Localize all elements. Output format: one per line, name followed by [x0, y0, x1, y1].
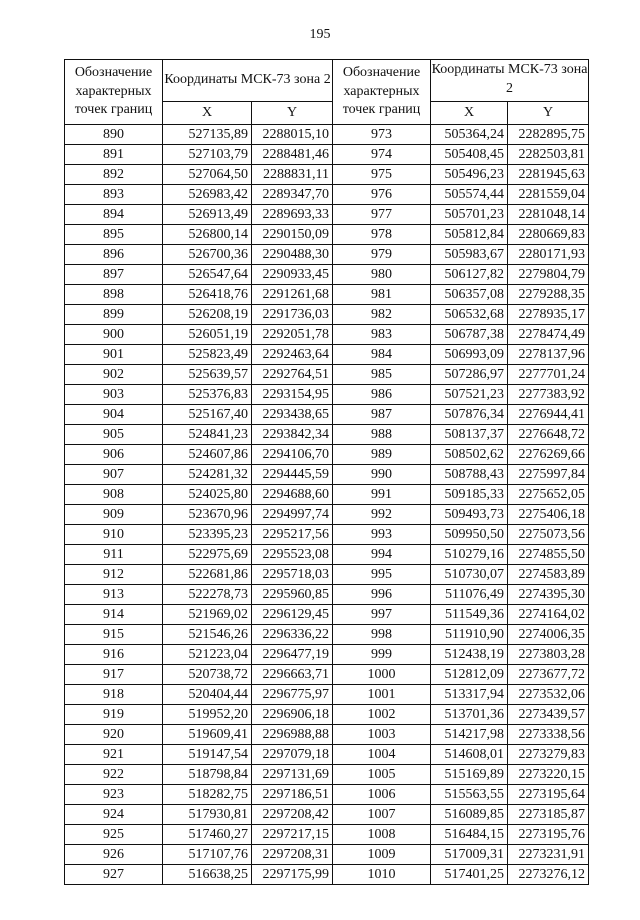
y-right-cell: 2275406,18 — [508, 505, 589, 525]
x-right-cell: 510730,07 — [431, 565, 508, 585]
x-left-cell: 526700,36 — [163, 245, 252, 265]
point-id-left-cell: 905 — [65, 425, 163, 445]
table-row — [65, 705, 589, 725]
point-id-left-cell: 899 — [65, 305, 163, 325]
point-id-left-cell: 900 — [65, 325, 163, 345]
y-left-cell: 2296129,45 — [252, 605, 333, 625]
y-left-cell: 2296775,97 — [252, 685, 333, 705]
point-id-right-cell: 981 — [333, 285, 431, 305]
point-id-right-cell: 999 — [333, 645, 431, 665]
point-id-right-cell: 983 — [333, 325, 431, 345]
point-id-right-cell: 986 — [333, 385, 431, 405]
point-id-left-cell: 924 — [65, 805, 163, 825]
point-id-left-cell: 892 — [65, 165, 163, 185]
x-right-cell: 505408,45 — [431, 145, 508, 165]
y-left-cell: 2296477,19 — [252, 645, 333, 665]
x-right-cell: 515169,89 — [431, 765, 508, 785]
coordinates-table — [64, 59, 589, 885]
point-id-left-cell: 909 — [65, 505, 163, 525]
x-right-cell: 508137,37 — [431, 425, 508, 445]
table-row — [65, 485, 589, 505]
y-left-cell: 2295960,85 — [252, 585, 333, 605]
point-id-right-cell: 982 — [333, 305, 431, 325]
x-right-cell: 506532,68 — [431, 305, 508, 325]
y-left-cell: 2288481,46 — [252, 145, 333, 165]
x-left-cell: 521223,04 — [163, 645, 252, 665]
x-left-cell: 525167,40 — [163, 405, 252, 425]
point-id-right-cell: 992 — [333, 505, 431, 525]
y-right-cell: 2276269,66 — [508, 445, 589, 465]
x-right-cell: 516484,15 — [431, 825, 508, 845]
x-left-cell: 525823,49 — [163, 345, 252, 365]
point-id-left-cell: 894 — [65, 205, 163, 225]
y-column-header-left: Y — [252, 101, 333, 124]
point-id-right-cell: 989 — [333, 445, 431, 465]
y-right-cell: 2273185,87 — [508, 805, 589, 825]
table-row — [65, 765, 589, 785]
x-right-cell: 506993,09 — [431, 345, 508, 365]
table-row — [65, 825, 589, 845]
point-id-right-cell: 996 — [333, 585, 431, 605]
x-right-cell: 507876,34 — [431, 405, 508, 425]
point-id-left-cell: 910 — [65, 525, 163, 545]
table-row — [65, 225, 589, 245]
x-right-cell: 510279,16 — [431, 545, 508, 565]
point-id-right-cell: 1005 — [333, 765, 431, 785]
x-right-cell: 511910,90 — [431, 625, 508, 645]
table-row — [65, 345, 589, 365]
x-right-cell: 505574,44 — [431, 185, 508, 205]
x-left-cell: 522975,69 — [163, 545, 252, 565]
y-left-cell: 2295523,08 — [252, 545, 333, 565]
y-left-cell: 2297208,31 — [252, 845, 333, 865]
point-id-left-cell: 914 — [65, 605, 163, 625]
point-id-left-cell: 912 — [65, 565, 163, 585]
table-row — [65, 185, 589, 205]
y-left-cell: 2288831,11 — [252, 165, 333, 185]
x-right-cell: 505496,23 — [431, 165, 508, 185]
point-id-right-cell: 1010 — [333, 865, 431, 885]
table-row — [65, 365, 589, 385]
point-id-left-cell: 925 — [65, 825, 163, 845]
x-left-cell: 523670,96 — [163, 505, 252, 525]
y-left-cell: 2294997,74 — [252, 505, 333, 525]
x-left-cell: 518282,75 — [163, 785, 252, 805]
point-id-left-cell: 926 — [65, 845, 163, 865]
y-right-cell: 2277383,92 — [508, 385, 589, 405]
y-right-cell: 2273279,83 — [508, 745, 589, 765]
x-left-cell: 522278,73 — [163, 585, 252, 605]
y-left-cell: 2292764,51 — [252, 365, 333, 385]
point-id-left-cell: 907 — [65, 465, 163, 485]
y-left-cell: 2290933,45 — [252, 265, 333, 285]
y-right-cell: 2280669,83 — [508, 225, 589, 245]
point-column-header-left: Обозначение характерных точек границ — [65, 60, 163, 125]
x-column-header-right: X — [431, 101, 508, 124]
table-row — [65, 465, 589, 485]
point-id-left-cell: 895 — [65, 225, 163, 245]
y-right-cell: 2273195,76 — [508, 825, 589, 845]
x-right-cell: 513317,94 — [431, 685, 508, 705]
x-right-cell: 505701,23 — [431, 205, 508, 225]
table-row — [65, 165, 589, 185]
x-left-cell: 523395,23 — [163, 525, 252, 545]
point-id-right-cell: 993 — [333, 525, 431, 545]
table-row — [65, 205, 589, 225]
point-id-right-cell: 1007 — [333, 805, 431, 825]
table-row — [65, 785, 589, 805]
y-left-cell: 2297079,18 — [252, 745, 333, 765]
table-row — [65, 525, 589, 545]
point-id-right-cell: 994 — [333, 545, 431, 565]
table-row — [65, 625, 589, 645]
y-left-cell: 2294688,60 — [252, 485, 333, 505]
y-left-cell: 2297208,42 — [252, 805, 333, 825]
y-left-cell: 2295718,03 — [252, 565, 333, 585]
x-left-cell: 527064,50 — [163, 165, 252, 185]
point-id-left-cell: 927 — [65, 865, 163, 885]
y-right-cell: 2274855,50 — [508, 545, 589, 565]
x-right-cell: 517009,31 — [431, 845, 508, 865]
x-left-cell: 524841,23 — [163, 425, 252, 445]
page-number: 195 — [309, 27, 331, 42]
point-id-right-cell: 975 — [333, 165, 431, 185]
y-right-cell: 2273220,15 — [508, 765, 589, 785]
table-row — [65, 565, 589, 585]
point-id-left-cell: 902 — [65, 365, 163, 385]
point-id-left-cell: 923 — [65, 785, 163, 805]
x-right-cell: 514608,01 — [431, 745, 508, 765]
x-right-cell: 507521,23 — [431, 385, 508, 405]
table-row — [65, 265, 589, 285]
y-right-cell: 2278474,49 — [508, 325, 589, 345]
point-id-right-cell: 1004 — [333, 745, 431, 765]
y-right-cell: 2274164,02 — [508, 605, 589, 625]
y-left-cell: 2297186,51 — [252, 785, 333, 805]
y-right-cell: 2280171,93 — [508, 245, 589, 265]
y-left-cell: 2297131,69 — [252, 765, 333, 785]
y-left-cell: 2296663,71 — [252, 665, 333, 685]
point-id-right-cell: 995 — [333, 565, 431, 585]
point-id-right-cell: 1006 — [333, 785, 431, 805]
x-right-cell: 512812,09 — [431, 665, 508, 685]
x-right-cell: 509185,33 — [431, 485, 508, 505]
point-id-left-cell: 922 — [65, 765, 163, 785]
y-left-cell: 2292463,64 — [252, 345, 333, 365]
x-right-cell: 516089,85 — [431, 805, 508, 825]
point-id-left-cell: 893 — [65, 185, 163, 205]
point-id-right-cell: 1001 — [333, 685, 431, 705]
x-right-cell: 506357,08 — [431, 285, 508, 305]
y-left-cell: 2294106,70 — [252, 445, 333, 465]
y-right-cell: 2275073,56 — [508, 525, 589, 545]
table-row — [65, 325, 589, 345]
x-right-cell: 509950,50 — [431, 525, 508, 545]
point-id-right-cell: 977 — [333, 205, 431, 225]
x-left-cell: 521969,02 — [163, 605, 252, 625]
point-id-right-cell: 1003 — [333, 725, 431, 745]
table-row — [65, 445, 589, 465]
y-right-cell: 2281945,63 — [508, 165, 589, 185]
point-id-right-cell: 980 — [333, 265, 431, 285]
x-left-cell: 517107,76 — [163, 845, 252, 865]
table-row — [65, 585, 589, 605]
y-right-cell: 2275997,84 — [508, 465, 589, 485]
point-id-right-cell: 973 — [333, 125, 431, 145]
x-left-cell: 526547,64 — [163, 265, 252, 285]
table-row — [65, 845, 589, 865]
point-id-right-cell: 990 — [333, 465, 431, 485]
y-left-cell: 2296906,18 — [252, 705, 333, 725]
y-right-cell: 2276648,72 — [508, 425, 589, 445]
table-row — [65, 665, 589, 685]
y-left-cell: 2289693,33 — [252, 205, 333, 225]
y-right-cell: 2273231,91 — [508, 845, 589, 865]
x-right-cell: 513701,36 — [431, 705, 508, 725]
y-right-cell: 2282895,75 — [508, 125, 589, 145]
x-left-cell: 524607,86 — [163, 445, 252, 465]
coords-group-header-left: Координаты МСК-73 зона 2 — [163, 60, 333, 102]
x-right-cell: 511549,36 — [431, 605, 508, 625]
y-right-cell: 2273276,12 — [508, 865, 589, 885]
y-left-cell: 2290488,30 — [252, 245, 333, 265]
point-id-left-cell: 919 — [65, 705, 163, 725]
table-row — [65, 285, 589, 305]
table-row — [65, 305, 589, 325]
y-left-cell: 2288015,10 — [252, 125, 333, 145]
y-left-cell: 2291736,03 — [252, 305, 333, 325]
x-left-cell: 516638,25 — [163, 865, 252, 885]
y-right-cell: 2281048,14 — [508, 205, 589, 225]
x-left-cell: 519952,20 — [163, 705, 252, 725]
point-id-left-cell: 916 — [65, 645, 163, 665]
x-right-cell: 517401,25 — [431, 865, 508, 885]
x-left-cell: 526983,42 — [163, 185, 252, 205]
y-right-cell: 2273338,56 — [508, 725, 589, 745]
y-left-cell: 2290150,09 — [252, 225, 333, 245]
x-column-header-left: X — [163, 101, 252, 124]
y-left-cell: 2296336,22 — [252, 625, 333, 645]
point-id-left-cell: 906 — [65, 445, 163, 465]
point-id-left-cell: 913 — [65, 585, 163, 605]
x-left-cell: 518798,84 — [163, 765, 252, 785]
y-left-cell: 2293154,95 — [252, 385, 333, 405]
point-id-right-cell: 991 — [333, 485, 431, 505]
table-row — [65, 245, 589, 265]
table-row — [65, 805, 589, 825]
x-right-cell: 511076,49 — [431, 585, 508, 605]
point-id-right-cell: 985 — [333, 365, 431, 385]
table-row — [65, 745, 589, 765]
x-left-cell: 522681,86 — [163, 565, 252, 585]
y-left-cell: 2292051,78 — [252, 325, 333, 345]
x-left-cell: 526418,76 — [163, 285, 252, 305]
x-right-cell: 506127,82 — [431, 265, 508, 285]
point-id-right-cell: 974 — [333, 145, 431, 165]
y-right-cell: 2277701,24 — [508, 365, 589, 385]
y-column-header-right: Y — [508, 101, 589, 124]
x-left-cell: 527135,89 — [163, 125, 252, 145]
x-left-cell: 526051,19 — [163, 325, 252, 345]
point-id-left-cell: 903 — [65, 385, 163, 405]
x-left-cell: 525639,57 — [163, 365, 252, 385]
point-id-right-cell: 976 — [333, 185, 431, 205]
x-right-cell: 506787,38 — [431, 325, 508, 345]
x-left-cell: 526208,19 — [163, 305, 252, 325]
coords-group-header-right: Координаты МСК-73 зона 2 — [431, 60, 589, 102]
table-row — [65, 385, 589, 405]
point-id-left-cell: 901 — [65, 345, 163, 365]
point-id-right-cell: 1000 — [333, 665, 431, 685]
point-id-left-cell: 921 — [65, 745, 163, 765]
x-left-cell: 525376,83 — [163, 385, 252, 405]
point-id-left-cell: 918 — [65, 685, 163, 705]
y-left-cell: 2289347,70 — [252, 185, 333, 205]
y-right-cell: 2273677,72 — [508, 665, 589, 685]
x-right-cell: 515563,55 — [431, 785, 508, 805]
table-body — [65, 125, 589, 885]
point-id-left-cell: 917 — [65, 665, 163, 685]
y-right-cell: 2273195,64 — [508, 785, 589, 805]
point-id-right-cell: 978 — [333, 225, 431, 245]
y-right-cell: 2274395,30 — [508, 585, 589, 605]
y-right-cell: 2282503,81 — [508, 145, 589, 165]
table-row — [65, 685, 589, 705]
x-left-cell: 519609,41 — [163, 725, 252, 745]
point-id-left-cell: 897 — [65, 265, 163, 285]
point-id-right-cell: 997 — [333, 605, 431, 625]
x-right-cell: 505812,84 — [431, 225, 508, 245]
table-row — [65, 865, 589, 885]
table-row — [65, 725, 589, 745]
point-id-right-cell: 988 — [333, 425, 431, 445]
x-left-cell: 517930,81 — [163, 805, 252, 825]
y-left-cell: 2293842,34 — [252, 425, 333, 445]
y-right-cell: 2276944,41 — [508, 405, 589, 425]
point-id-left-cell: 898 — [65, 285, 163, 305]
x-left-cell: 519147,54 — [163, 745, 252, 765]
x-left-cell: 526800,14 — [163, 225, 252, 245]
table-row — [65, 505, 589, 525]
x-right-cell: 508788,43 — [431, 465, 508, 485]
x-left-cell: 517460,27 — [163, 825, 252, 845]
y-right-cell: 2275652,05 — [508, 485, 589, 505]
x-left-cell: 520404,44 — [163, 685, 252, 705]
point-id-right-cell: 1002 — [333, 705, 431, 725]
table-row — [65, 645, 589, 665]
x-left-cell: 524025,80 — [163, 485, 252, 505]
x-left-cell: 526913,49 — [163, 205, 252, 225]
y-right-cell: 2274006,35 — [508, 625, 589, 645]
point-id-left-cell: 908 — [65, 485, 163, 505]
y-left-cell: 2293438,65 — [252, 405, 333, 425]
y-right-cell: 2279804,79 — [508, 265, 589, 285]
y-right-cell: 2281559,04 — [508, 185, 589, 205]
y-right-cell: 2273439,57 — [508, 705, 589, 725]
y-right-cell: 2279288,35 — [508, 285, 589, 305]
x-left-cell: 527103,79 — [163, 145, 252, 165]
point-id-right-cell: 979 — [333, 245, 431, 265]
table-row — [65, 545, 589, 565]
y-left-cell: 2291261,68 — [252, 285, 333, 305]
x-right-cell: 514217,98 — [431, 725, 508, 745]
x-right-cell: 509493,73 — [431, 505, 508, 525]
y-right-cell: 2273532,06 — [508, 685, 589, 705]
point-id-right-cell: 1008 — [333, 825, 431, 845]
y-right-cell: 2278137,96 — [508, 345, 589, 365]
point-id-right-cell: 998 — [333, 625, 431, 645]
x-right-cell: 508502,62 — [431, 445, 508, 465]
table-row — [65, 425, 589, 445]
table-row — [65, 405, 589, 425]
table-row — [65, 145, 589, 165]
point-id-left-cell: 920 — [65, 725, 163, 745]
y-left-cell: 2297175,99 — [252, 865, 333, 885]
x-right-cell: 512438,19 — [431, 645, 508, 665]
y-right-cell: 2278935,17 — [508, 305, 589, 325]
x-left-cell: 524281,32 — [163, 465, 252, 485]
y-left-cell: 2294445,59 — [252, 465, 333, 485]
x-left-cell: 521546,26 — [163, 625, 252, 645]
y-right-cell: 2273803,28 — [508, 645, 589, 665]
point-id-right-cell: 1009 — [333, 845, 431, 865]
y-left-cell: 2296988,88 — [252, 725, 333, 745]
point-id-left-cell: 890 — [65, 125, 163, 145]
point-id-right-cell: 984 — [333, 345, 431, 365]
y-left-cell: 2295217,56 — [252, 525, 333, 545]
x-right-cell: 507286,97 — [431, 365, 508, 385]
point-id-right-cell: 987 — [333, 405, 431, 425]
y-right-cell: 2274583,89 — [508, 565, 589, 585]
x-right-cell: 505983,67 — [431, 245, 508, 265]
y-left-cell: 2297217,15 — [252, 825, 333, 845]
x-right-cell: 505364,24 — [431, 125, 508, 145]
point-id-left-cell: 904 — [65, 405, 163, 425]
point-column-header-right: Обозначение характерных точек границ — [333, 60, 431, 125]
point-id-left-cell: 896 — [65, 245, 163, 265]
point-id-left-cell: 891 — [65, 145, 163, 165]
point-id-left-cell: 915 — [65, 625, 163, 645]
x-left-cell: 520738,72 — [163, 665, 252, 685]
point-id-left-cell: 911 — [65, 545, 163, 565]
table-row — [65, 125, 589, 145]
table-row — [65, 605, 589, 625]
